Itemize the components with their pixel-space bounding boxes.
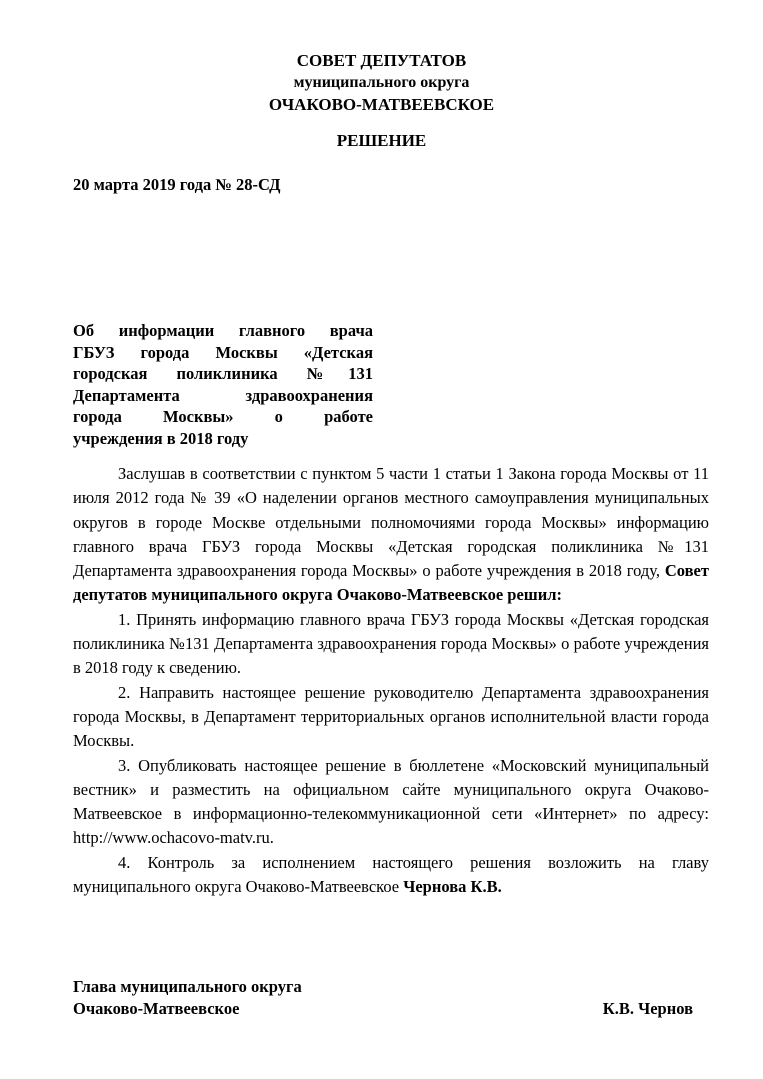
document-body <box>73 462 709 899</box>
subject-line: учреждения в 2018 году <box>73 428 249 448</box>
decision-heading: РЕШЕНИЕ <box>336 131 427 150</box>
preamble-paragraph <box>73 462 709 608</box>
subject-line: Департамента здравоохранения <box>73 385 373 405</box>
subject-line: городская поликлиника №131 <box>73 364 373 384</box>
signatory-name: К.В. Чернов <box>602 999 693 1018</box>
signature-row <box>73 998 693 1020</box>
subject-block <box>73 320 373 450</box>
council-title: СОВЕТ ДЕПУТАТОВ <box>296 51 467 70</box>
subject-line: Об информации главного врача <box>73 321 373 340</box>
district-name: ОЧАКОВО-МАТВЕЕВСКОЕ <box>268 95 495 114</box>
subject-line: города Москвы» о работе <box>73 407 373 427</box>
signature-title-line1: Глава муниципального округа <box>73 977 302 996</box>
signature-title-line2: Очаково-Матвеевское <box>73 999 240 1018</box>
decision-item-2: 2. Направить настоящее решение руководителю Департамента здравоохранения города Москвы, в Департамент территориальных органов исполнительной власти города Москвы. <box>73 682 709 751</box>
decision-item-3: 3. Опубликовать настоящее решение в бюллетене «Московский муниципальный вестник» и разместить на официальном сайте муниципального округа Очаково-Матвеевское в информационно-телекоммуникационной сети «Интернет» по адресу: http://www.ochacovo-matv.ru. <box>73 755 709 848</box>
preamble-text: Заслушав в соответствии с пунктом 5 части 1 статьи 1 Закона города Москвы от 11 июля 2012 года № 39 «О наделении органов местного самоуправления муниципальных округов в городе Москве отдельными полномочиями города Москвы» информацию главного врача ГБУЗ города Москвы «Детская городская поликлиника №131 Департамента здравоохранения города Москвы» о работе учреждения в 2018 году, <box>73 464 709 581</box>
date-number: 20 марта 2019 года № 28-СД <box>73 175 281 194</box>
item4-bold: Чернова К.В. <box>403 877 502 897</box>
decision-item-4 <box>73 851 709 900</box>
item4-text: 4. Контроль за исполнением настоящего решения возложить на главу муниципального округа Очаково-Матвеевское <box>73 852 709 897</box>
district-subtitle: муниципального округа <box>293 74 470 91</box>
subject-line: ГБУЗ города Москвы «Детская <box>73 342 373 362</box>
decision-item-1: 1. Принять информацию главного врача ГБУЗ города Москвы «Детская городская поликлиника №131 Департамента здравоохранения города Москвы» о работе учреждения в 2018 году к сведению. <box>73 609 709 678</box>
preamble-bold: Совет депутатов муниципального округа Очаково-Матвеевское решил: <box>73 561 709 605</box>
signature-block <box>73 976 693 1020</box>
document-header <box>0 50 763 116</box>
